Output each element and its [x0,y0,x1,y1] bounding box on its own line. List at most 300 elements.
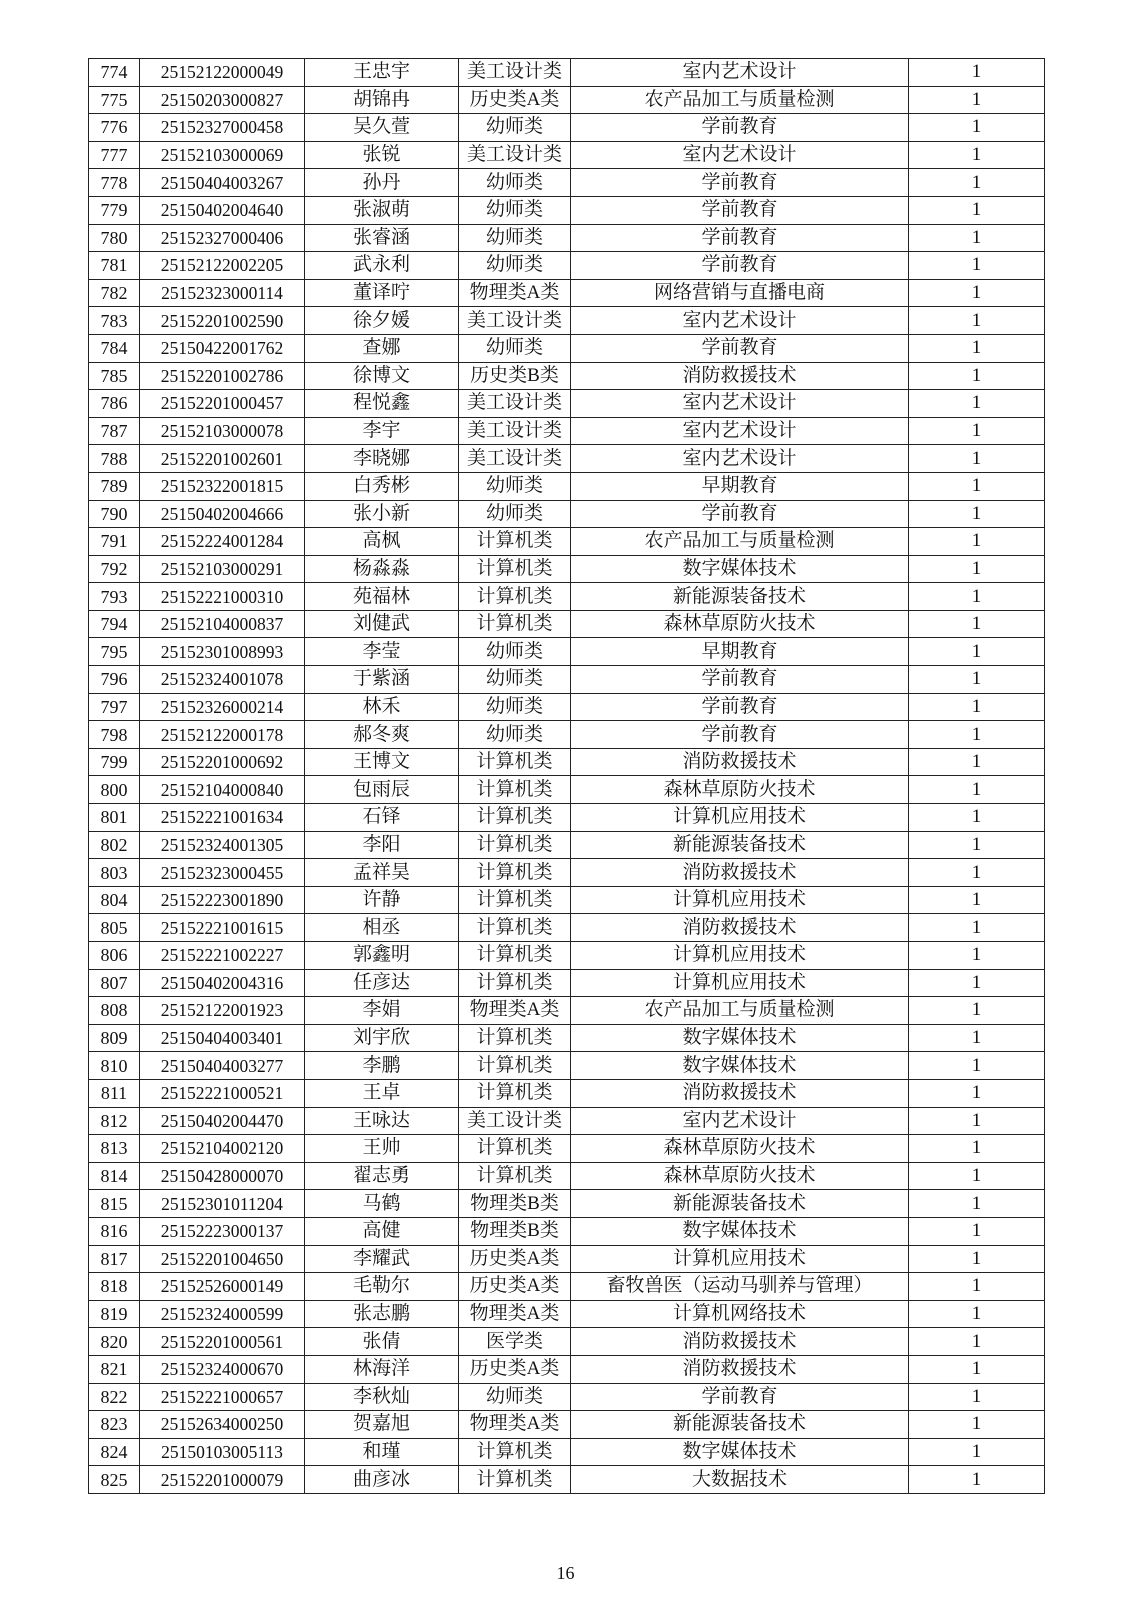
count-cell: 1 [909,1300,1045,1328]
seq-cell: 778 [89,169,140,197]
table-row [89,997,1045,1025]
count-cell: 1 [909,114,1045,142]
name-cell: 杨淼淼 [305,555,459,583]
major-cell: 室内艺术设计 [571,141,909,169]
table-row [89,114,1045,142]
seq-cell: 825 [89,1466,140,1494]
table-row [89,528,1045,556]
major-cell: 新能源装备技术 [571,831,909,859]
category-cell: 美工设计类 [459,1107,571,1135]
table-row [89,169,1045,197]
count-cell: 1 [909,859,1045,887]
table-row [89,307,1045,335]
count-cell: 1 [909,1273,1045,1301]
count-cell: 1 [909,1190,1045,1218]
major-cell: 学前教育 [571,169,909,197]
table-row [89,1217,1045,1245]
seq-cell: 783 [89,307,140,335]
count-cell: 1 [909,555,1045,583]
name-cell: 董译咛 [305,279,459,307]
category-cell: 计算机类 [459,886,571,914]
name-cell: 张锐 [305,141,459,169]
major-cell: 消防救援技术 [571,1355,909,1383]
candidate-id-cell: 25152104000837 [140,610,305,638]
candidate-id-cell: 25150428000070 [140,1162,305,1190]
name-cell: 吴久萱 [305,114,459,142]
name-cell: 查娜 [305,334,459,362]
count-cell: 1 [909,196,1045,224]
seq-cell: 788 [89,445,140,473]
count-cell: 1 [909,307,1045,335]
candidate-id-cell: 25152301008993 [140,638,305,666]
name-cell: 张志鹏 [305,1300,459,1328]
category-cell: 幼师类 [459,1383,571,1411]
candidate-id-cell: 25152122000049 [140,59,305,87]
table-row [89,776,1045,804]
category-cell: 计算机类 [459,969,571,997]
seq-cell: 806 [89,942,140,970]
name-cell: 胡锦冉 [305,86,459,114]
category-cell: 计算机类 [459,1052,571,1080]
table-row [89,1052,1045,1080]
major-cell: 农产品加工与质量检测 [571,528,909,556]
count-cell: 1 [909,362,1045,390]
seq-cell: 776 [89,114,140,142]
candidate-id-cell: 25152122001923 [140,997,305,1025]
table-row [89,500,1045,528]
table-row [89,334,1045,362]
seq-cell: 808 [89,997,140,1025]
count-cell: 1 [909,1217,1045,1245]
name-cell: 相丞 [305,914,459,942]
major-cell: 学前教育 [571,252,909,280]
category-cell: 计算机类 [459,942,571,970]
major-cell: 森林草原防火技术 [571,1135,909,1163]
candidate-id-cell: 25152122002205 [140,252,305,280]
category-cell: 物理类A类 [459,279,571,307]
candidate-id-cell: 25152201000561 [140,1328,305,1356]
name-cell: 石铎 [305,804,459,832]
seq-cell: 790 [89,500,140,528]
seq-cell: 815 [89,1190,140,1218]
seq-cell: 811 [89,1079,140,1107]
category-cell: 计算机类 [459,1135,571,1163]
table-row [89,610,1045,638]
name-cell: 李宇 [305,417,459,445]
name-cell: 王卓 [305,1079,459,1107]
count-cell: 1 [909,1107,1045,1135]
major-cell: 消防救援技术 [571,914,909,942]
name-cell: 王忠宇 [305,59,459,87]
candidate-id-cell: 25152223000137 [140,1217,305,1245]
category-cell: 历史类B类 [459,362,571,390]
candidate-id-cell: 25152223001890 [140,886,305,914]
category-cell: 幼师类 [459,252,571,280]
seq-cell: 801 [89,804,140,832]
category-cell: 计算机类 [459,610,571,638]
count-cell: 1 [909,445,1045,473]
candidate-id-cell: 25152221000521 [140,1079,305,1107]
count-cell: 1 [909,279,1045,307]
category-cell: 幼师类 [459,169,571,197]
count-cell: 1 [909,1466,1045,1494]
table-row [89,555,1045,583]
table-row [89,224,1045,252]
candidate-id-cell: 25150404003277 [140,1052,305,1080]
table-row [89,1135,1045,1163]
seq-cell: 777 [89,141,140,169]
candidate-id-cell: 25152221001615 [140,914,305,942]
major-cell: 消防救援技术 [571,748,909,776]
seq-cell: 775 [89,86,140,114]
seq-cell: 819 [89,1300,140,1328]
seq-cell: 810 [89,1052,140,1080]
seq-cell: 804 [89,886,140,914]
count-cell: 1 [909,638,1045,666]
seq-cell: 784 [89,334,140,362]
major-cell: 计算机应用技术 [571,1245,909,1273]
seq-cell: 812 [89,1107,140,1135]
major-cell: 消防救援技术 [571,1079,909,1107]
candidate-id-cell: 25152324000599 [140,1300,305,1328]
table-row [89,417,1045,445]
major-cell: 室内艺术设计 [571,59,909,87]
name-cell: 李莹 [305,638,459,666]
table-row [89,445,1045,473]
category-cell: 幼师类 [459,693,571,721]
table-row [89,942,1045,970]
major-cell: 室内艺术设计 [571,445,909,473]
table-row [89,86,1045,114]
count-cell: 1 [909,583,1045,611]
name-cell: 郝冬爽 [305,721,459,749]
category-cell: 医学类 [459,1328,571,1356]
category-cell: 计算机类 [459,583,571,611]
candidate-id-cell: 25152324000670 [140,1355,305,1383]
seq-cell: 797 [89,693,140,721]
major-cell: 森林草原防火技术 [571,776,909,804]
seq-cell: 803 [89,859,140,887]
major-cell: 网络营销与直播电商 [571,279,909,307]
table-row [89,1162,1045,1190]
name-cell: 林海洋 [305,1355,459,1383]
category-cell: 计算机类 [459,1466,571,1494]
seq-cell: 780 [89,224,140,252]
seq-cell: 800 [89,776,140,804]
name-cell: 马鹤 [305,1190,459,1218]
seq-cell: 793 [89,583,140,611]
category-cell: 计算机类 [459,804,571,832]
count-cell: 1 [909,500,1045,528]
table-row [89,1107,1045,1135]
count-cell: 1 [909,417,1045,445]
candidate-id-cell: 25152103000069 [140,141,305,169]
name-cell: 王咏达 [305,1107,459,1135]
seq-cell: 774 [89,59,140,87]
category-cell: 美工设计类 [459,141,571,169]
seq-cell: 791 [89,528,140,556]
major-cell: 消防救援技术 [571,1328,909,1356]
table-row [89,1355,1045,1383]
table-row [89,969,1045,997]
table-row [89,721,1045,749]
table-row [89,1411,1045,1439]
category-cell: 计算机类 [459,831,571,859]
candidate-id-cell: 25150402004470 [140,1107,305,1135]
seq-cell: 817 [89,1245,140,1273]
major-cell: 学前教育 [571,1383,909,1411]
name-cell: 王帅 [305,1135,459,1163]
major-cell: 室内艺术设计 [571,307,909,335]
seq-cell: 809 [89,1024,140,1052]
count-cell: 1 [909,1079,1045,1107]
major-cell: 大数据技术 [571,1466,909,1494]
seq-cell: 824 [89,1438,140,1466]
table-row [89,1024,1045,1052]
candidate-id-cell: 25152324001078 [140,666,305,694]
seq-cell: 782 [89,279,140,307]
major-cell: 数字媒体技术 [571,1217,909,1245]
table-row [89,362,1045,390]
category-cell: 计算机类 [459,748,571,776]
major-cell: 学前教育 [571,721,909,749]
name-cell: 武永利 [305,252,459,280]
candidate-id-cell: 25152526000149 [140,1273,305,1301]
major-cell: 学前教育 [571,693,909,721]
name-cell: 林禾 [305,693,459,721]
name-cell: 高健 [305,1217,459,1245]
name-cell: 曲彦冰 [305,1466,459,1494]
category-cell: 计算机类 [459,776,571,804]
count-cell: 1 [909,969,1045,997]
category-cell: 计算机类 [459,859,571,887]
name-cell: 李娟 [305,997,459,1025]
candidate-id-cell: 25152322001815 [140,472,305,500]
seq-cell: 789 [89,472,140,500]
seq-cell: 818 [89,1273,140,1301]
name-cell: 刘宇欣 [305,1024,459,1052]
admission-list-table [88,58,1045,1494]
major-cell: 森林草原防火技术 [571,610,909,638]
table-row [89,914,1045,942]
count-cell: 1 [909,528,1045,556]
count-cell: 1 [909,1438,1045,1466]
candidate-id-cell: 25152327000406 [140,224,305,252]
major-cell: 室内艺术设计 [571,390,909,418]
major-cell: 学前教育 [571,196,909,224]
count-cell: 1 [909,1328,1045,1356]
category-cell: 物理类A类 [459,1300,571,1328]
name-cell: 徐夕媛 [305,307,459,335]
name-cell: 孟祥昊 [305,859,459,887]
table-row [89,141,1045,169]
candidate-id-cell: 25152201002590 [140,307,305,335]
major-cell: 计算机应用技术 [571,969,909,997]
candidate-id-cell: 25152221002227 [140,942,305,970]
candidate-id-cell: 25150402004666 [140,500,305,528]
count-cell: 1 [909,1162,1045,1190]
table-row [89,1190,1045,1218]
table-row [89,748,1045,776]
major-cell: 畜牧兽医（运动马驯养与管理） [571,1273,909,1301]
name-cell: 高枫 [305,528,459,556]
candidate-id-cell: 25152221000310 [140,583,305,611]
candidate-id-cell: 25152221000657 [140,1383,305,1411]
table-row [89,1328,1045,1356]
count-cell: 1 [909,1383,1045,1411]
count-cell: 1 [909,886,1045,914]
category-cell: 历史类A类 [459,1355,571,1383]
major-cell: 学前教育 [571,334,909,362]
candidate-id-cell: 25150103005113 [140,1438,305,1466]
table-body [89,59,1045,1494]
count-cell: 1 [909,721,1045,749]
candidate-id-cell: 25152326000214 [140,693,305,721]
candidate-id-cell: 25152104000840 [140,776,305,804]
table-row [89,196,1045,224]
candidate-id-cell: 25152122000178 [140,721,305,749]
major-cell: 室内艺术设计 [571,1107,909,1135]
candidate-id-cell: 25150422001762 [140,334,305,362]
count-cell: 1 [909,693,1045,721]
seq-cell: 795 [89,638,140,666]
table-row [89,252,1045,280]
table-row [89,1300,1045,1328]
category-cell: 美工设计类 [459,445,571,473]
category-cell: 物理类B类 [459,1190,571,1218]
seq-cell: 805 [89,914,140,942]
category-cell: 幼师类 [459,224,571,252]
category-cell: 计算机类 [459,1024,571,1052]
category-cell: 幼师类 [459,721,571,749]
candidate-id-cell: 25152201002786 [140,362,305,390]
name-cell: 刘健武 [305,610,459,638]
major-cell: 室内艺术设计 [571,417,909,445]
count-cell: 1 [909,86,1045,114]
candidate-id-cell: 25150404003267 [140,169,305,197]
name-cell: 白秀彬 [305,472,459,500]
name-cell: 和瑾 [305,1438,459,1466]
major-cell: 新能源装备技术 [571,1411,909,1439]
candidate-id-cell: 25152201004650 [140,1245,305,1273]
candidate-id-cell: 25150404003401 [140,1024,305,1052]
major-cell: 计算机应用技术 [571,942,909,970]
candidate-id-cell: 25152201000457 [140,390,305,418]
seq-cell: 813 [89,1135,140,1163]
major-cell: 早期教育 [571,638,909,666]
candidate-id-cell: 25150203000827 [140,86,305,114]
seq-cell: 781 [89,252,140,280]
seq-cell: 796 [89,666,140,694]
name-cell: 程悦鑫 [305,390,459,418]
candidate-id-cell: 25152634000250 [140,1411,305,1439]
name-cell: 王博文 [305,748,459,776]
count-cell: 1 [909,390,1045,418]
category-cell: 幼师类 [459,666,571,694]
category-cell: 计算机类 [459,555,571,583]
category-cell: 幼师类 [459,334,571,362]
seq-cell: 792 [89,555,140,583]
category-cell: 计算机类 [459,1438,571,1466]
category-cell: 幼师类 [459,196,571,224]
name-cell: 贺嘉旭 [305,1411,459,1439]
name-cell: 毛勒尔 [305,1273,459,1301]
table-row [89,804,1045,832]
name-cell: 许静 [305,886,459,914]
seq-cell: 816 [89,1217,140,1245]
count-cell: 1 [909,748,1045,776]
count-cell: 1 [909,59,1045,87]
count-cell: 1 [909,942,1045,970]
name-cell: 苑福林 [305,583,459,611]
category-cell: 美工设计类 [459,59,571,87]
seq-cell: 779 [89,196,140,224]
name-cell: 张倩 [305,1328,459,1356]
table-row [89,886,1045,914]
count-cell: 1 [909,334,1045,362]
category-cell: 幼师类 [459,472,571,500]
major-cell: 计算机网络技术 [571,1300,909,1328]
seq-cell: 814 [89,1162,140,1190]
table-row [89,1273,1045,1301]
name-cell: 包雨辰 [305,776,459,804]
count-cell: 1 [909,1411,1045,1439]
candidate-id-cell: 25150402004316 [140,969,305,997]
table-row [89,59,1045,87]
category-cell: 幼师类 [459,500,571,528]
name-cell: 张睿涵 [305,224,459,252]
category-cell: 计算机类 [459,1162,571,1190]
major-cell: 数字媒体技术 [571,1052,909,1080]
candidate-id-cell: 25152324001305 [140,831,305,859]
seq-cell: 802 [89,831,140,859]
major-cell: 新能源装备技术 [571,583,909,611]
name-cell: 孙丹 [305,169,459,197]
major-cell: 数字媒体技术 [571,555,909,583]
name-cell: 翟志勇 [305,1162,459,1190]
name-cell: 李鹏 [305,1052,459,1080]
candidate-id-cell: 25152327000458 [140,114,305,142]
table-row [89,1466,1045,1494]
major-cell: 学前教育 [571,114,909,142]
table-row [89,693,1045,721]
count-cell: 1 [909,776,1045,804]
candidate-id-cell: 25152201000692 [140,748,305,776]
major-cell: 农产品加工与质量检测 [571,997,909,1025]
count-cell: 1 [909,1245,1045,1273]
category-cell: 物理类B类 [459,1217,571,1245]
seq-cell: 786 [89,390,140,418]
candidate-id-cell: 25152201002601 [140,445,305,473]
count-cell: 1 [909,252,1045,280]
name-cell: 李晓娜 [305,445,459,473]
count-cell: 1 [909,666,1045,694]
count-cell: 1 [909,1052,1045,1080]
category-cell: 计算机类 [459,1079,571,1107]
name-cell: 郭鑫明 [305,942,459,970]
name-cell: 张淑萌 [305,196,459,224]
table-row [89,666,1045,694]
category-cell: 历史类A类 [459,1273,571,1301]
seq-cell: 822 [89,1383,140,1411]
count-cell: 1 [909,169,1045,197]
count-cell: 1 [909,997,1045,1025]
major-cell: 数字媒体技术 [571,1024,909,1052]
seq-cell: 785 [89,362,140,390]
candidate-id-cell: 25152201000079 [140,1466,305,1494]
table-row [89,859,1045,887]
count-cell: 1 [909,610,1045,638]
